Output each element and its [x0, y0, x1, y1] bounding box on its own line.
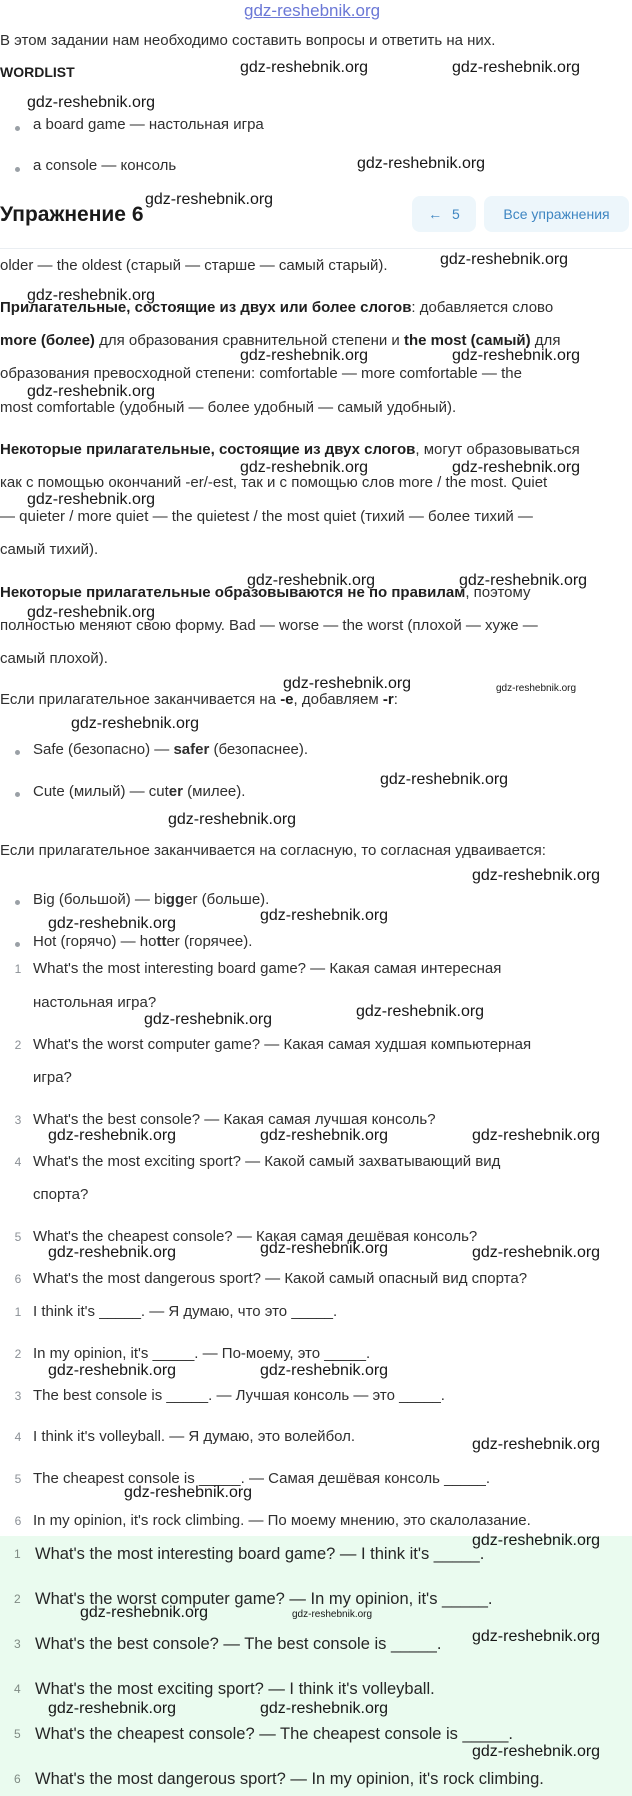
watermark: gdz-reshebnik.org	[260, 1700, 389, 1717]
question-item: What's the most dangerous sport? — Какой самый опасный вид спорта?	[33, 1270, 528, 1287]
watermark: gdz-reshebnik.org	[27, 383, 156, 400]
watermark: gdz-reshebnik.org	[459, 572, 588, 589]
watermark: gdz-reshebnik.org	[452, 459, 581, 476]
watermark: gdz-reshebnik.org	[260, 1362, 389, 1379]
answer-number: 4	[14, 1430, 22, 1444]
watermark: gdz-reshebnik.org	[240, 459, 369, 476]
answer-item: The best console is _____. — Лучшая консоль — это _____.	[33, 1387, 445, 1404]
divider	[0, 248, 632, 249]
theory-line: самый плохой).	[0, 650, 108, 667]
example-safe: Safe (безопасно) — safer (безопаснее).	[33, 741, 309, 758]
wordlist-title: WORDLIST	[0, 64, 75, 80]
theory-paragraph-4: Некоторые прилагательные образовываются не по правилам, поэтому	[0, 584, 531, 601]
answer-item: In my opinion, it's _____. — По-моему, это _____.	[33, 1345, 371, 1362]
answer-number: 6	[14, 1514, 22, 1528]
question-item: What's the most interesting board game? — Какая самая интересная	[33, 960, 502, 977]
prev-exercise-number: 5	[452, 206, 460, 222]
watermark: gdz-reshebnik.org	[48, 1362, 177, 1379]
watermark: gdz-reshebnik.org	[292, 1609, 373, 1620]
watermark: gdz-reshebnik.org	[260, 907, 389, 924]
dialogue-item: What's the cheapest console? — The cheapest console is _____.	[35, 1725, 513, 1743]
theory-line: most comfortable (удобный — более удобный — самый удобный).	[0, 399, 457, 416]
answer-number: 5	[14, 1472, 22, 1486]
answer-item: In my opinion, it's rock climbing. — По моему мнению, это скалолазание.	[33, 1512, 531, 1529]
watermark: gdz-reshebnik.org	[27, 491, 156, 508]
theory-line: older — the oldest (старый — старше — самый старый).	[0, 257, 388, 274]
question-item: What's the cheapest console? — Какая самая дешёвая консоль?	[33, 1228, 478, 1245]
watermark: gdz-reshebnik.org	[472, 1532, 601, 1549]
watermark: gdz-reshebnik.org	[472, 1436, 601, 1453]
bullet-icon	[15, 942, 20, 947]
bullet-icon	[15, 126, 20, 131]
theory-line: самый тихий).	[0, 541, 99, 558]
theory-line: more (более) для образования сравнительной степени и the most (самый) для	[0, 332, 561, 349]
watermark: gdz-reshebnik.org	[124, 1484, 253, 1501]
theory-line: как с помощью окончаний -er/-est, так и с помощью слов more / the most. Quiet	[0, 474, 548, 491]
dialogue-number: 1	[14, 1547, 21, 1561]
all-exercises-button[interactable]: Все упражнения	[484, 196, 629, 232]
question-number: 6	[14, 1272, 22, 1286]
watermark: gdz-reshebnik.org	[48, 915, 177, 932]
watermark: gdz-reshebnik.org	[440, 251, 569, 268]
watermark: gdz-reshebnik.org	[27, 604, 156, 621]
watermark: gdz-reshebnik.org	[27, 287, 156, 304]
question-item-cont: спорта?	[33, 1186, 89, 1203]
watermark: gdz-reshebnik.org	[380, 771, 509, 788]
bullet-icon	[15, 900, 20, 905]
watermark: gdz-reshebnik.org	[472, 1628, 601, 1645]
example-big: Big (большой) — bigger (больше).	[33, 891, 270, 908]
watermark: gdz-reshebnik.org	[168, 811, 297, 828]
dialogue-item: What's the most dangerous sport? — In my opinion, it's rock climbing.	[35, 1770, 544, 1788]
site-watermark-link[interactable]: gdz-reshebnik.org	[244, 1, 381, 20]
theory-line: — quieter / more quiet — the quietest / the most quiet (тихий — более тихий —	[0, 508, 533, 525]
watermark: gdz-reshebnik.org	[356, 1003, 485, 1020]
watermark: gdz-reshebnik.org	[48, 1127, 177, 1144]
wordlist-item: a board game — настольная игра	[33, 116, 264, 133]
watermark: gdz-reshebnik.org	[240, 59, 369, 76]
bullet-icon	[15, 792, 20, 797]
bullet-icon	[15, 750, 20, 755]
watermark: gdz-reshebnik.org	[71, 715, 200, 732]
intro-text: В этом задании нам необходимо составить вопросы и ответить на них.	[0, 32, 496, 49]
dialogue-item: What's the worst computer game? — In my opinion, it's _____.	[35, 1590, 493, 1608]
answer-number: 2	[14, 1347, 22, 1361]
example-cute: Cute (милый) — cuter (милее).	[33, 783, 246, 800]
dialogue-number: 3	[14, 1637, 21, 1651]
watermark: gdz-reshebnik.org	[145, 191, 274, 208]
example-hot: Hot (горячо) — hotter (горячее).	[33, 933, 253, 950]
question-item-cont: игра?	[33, 1069, 72, 1086]
theory-paragraph-3: Некоторые прилагательные, состоящие из двух слогов, могут образовываться	[0, 441, 580, 458]
watermark: gdz-reshebnik.org	[48, 1244, 177, 1261]
question-number: 4	[14, 1155, 22, 1169]
watermark: gdz-reshebnik.org	[472, 1127, 601, 1144]
dialogue-number: 4	[14, 1682, 21, 1696]
theory-paragraph-6: Если прилагательное заканчивается на согласную, то согласная удваивается:	[0, 842, 546, 859]
question-item-cont: настольная игра?	[33, 994, 157, 1011]
question-number: 1	[14, 962, 22, 976]
question-item: What's the worst computer game? — Какая самая худшая компьютерная	[33, 1036, 532, 1053]
watermark: gdz-reshebnik.org	[452, 347, 581, 364]
watermark: gdz-reshebnik.org	[48, 1700, 177, 1717]
watermark: gdz-reshebnik.org	[260, 1127, 389, 1144]
watermark: gdz-reshebnik.org	[472, 1244, 601, 1261]
prev-exercise-button[interactable]	[412, 196, 476, 232]
theory-line: полностью меняют свою форму. Bad — worse — the worst (плохой — хуже —	[0, 617, 538, 634]
watermark: gdz-reshebnik.org	[247, 572, 376, 589]
watermark: gdz-reshebnik.org	[357, 155, 486, 172]
watermark: gdz-reshebnik.org	[472, 1743, 601, 1760]
theory-line: образования превосходной степени: comfortable — more comfortable — the	[0, 365, 522, 382]
wordlist-item: a console — консоль	[33, 157, 177, 174]
watermark: gdz-reshebnik.org	[496, 683, 577, 694]
answer-item: I think it's volleyball. — Я думаю, это волейбол.	[33, 1428, 356, 1445]
dialogue-number: 2	[14, 1592, 21, 1606]
watermark: gdz-reshebnik.org	[240, 347, 369, 364]
theory-paragraph-2: Прилагательные, состоящие из двух или более слогов: добавляется слово	[0, 299, 554, 316]
answer-item: The cheapest console is _____. — Самая дешёвая консоль _____.	[33, 1470, 490, 1487]
dialogue-item: What's the best console? — The best console is _____.	[35, 1635, 442, 1653]
question-number: 5	[14, 1230, 22, 1244]
answer-number: 1	[14, 1305, 22, 1319]
watermark: gdz-reshebnik.org	[283, 675, 412, 692]
answer-item: I think it's _____. — Я думаю, что это _____.	[33, 1303, 338, 1320]
watermark: gdz-reshebnik.org	[27, 94, 156, 111]
question-number: 3	[14, 1113, 22, 1127]
theory-paragraph-5: Если прилагательное заканчивается на -е, добавляем -r:	[0, 691, 398, 708]
bullet-icon	[15, 167, 20, 172]
question-item: What's the best console? — Какая самая лучшая консоль?	[33, 1111, 436, 1128]
dialogue-number: 5	[14, 1727, 21, 1741]
watermark: gdz-reshebnik.org	[260, 1240, 389, 1257]
watermark: gdz-reshebnik.org	[472, 867, 601, 884]
dialogue-number: 6	[14, 1772, 21, 1786]
watermark: gdz-reshebnik.org	[80, 1604, 209, 1621]
dialogue-item: What's the most interesting board game? — I think it's _____.	[35, 1545, 485, 1563]
watermark: gdz-reshebnik.org	[144, 1011, 273, 1028]
arrow-left-icon: ←	[428, 206, 443, 222]
exercise-title: Упражнение 6	[0, 203, 144, 226]
watermark: gdz-reshebnik.org	[452, 59, 581, 76]
dialogue-item: What's the most exciting sport? — I think it's volleyball.	[35, 1680, 435, 1698]
question-item: What's the most exciting sport? — Какой самый захватывающий вид	[33, 1153, 501, 1170]
answer-number: 3	[14, 1389, 22, 1403]
question-number: 2	[14, 1038, 22, 1052]
